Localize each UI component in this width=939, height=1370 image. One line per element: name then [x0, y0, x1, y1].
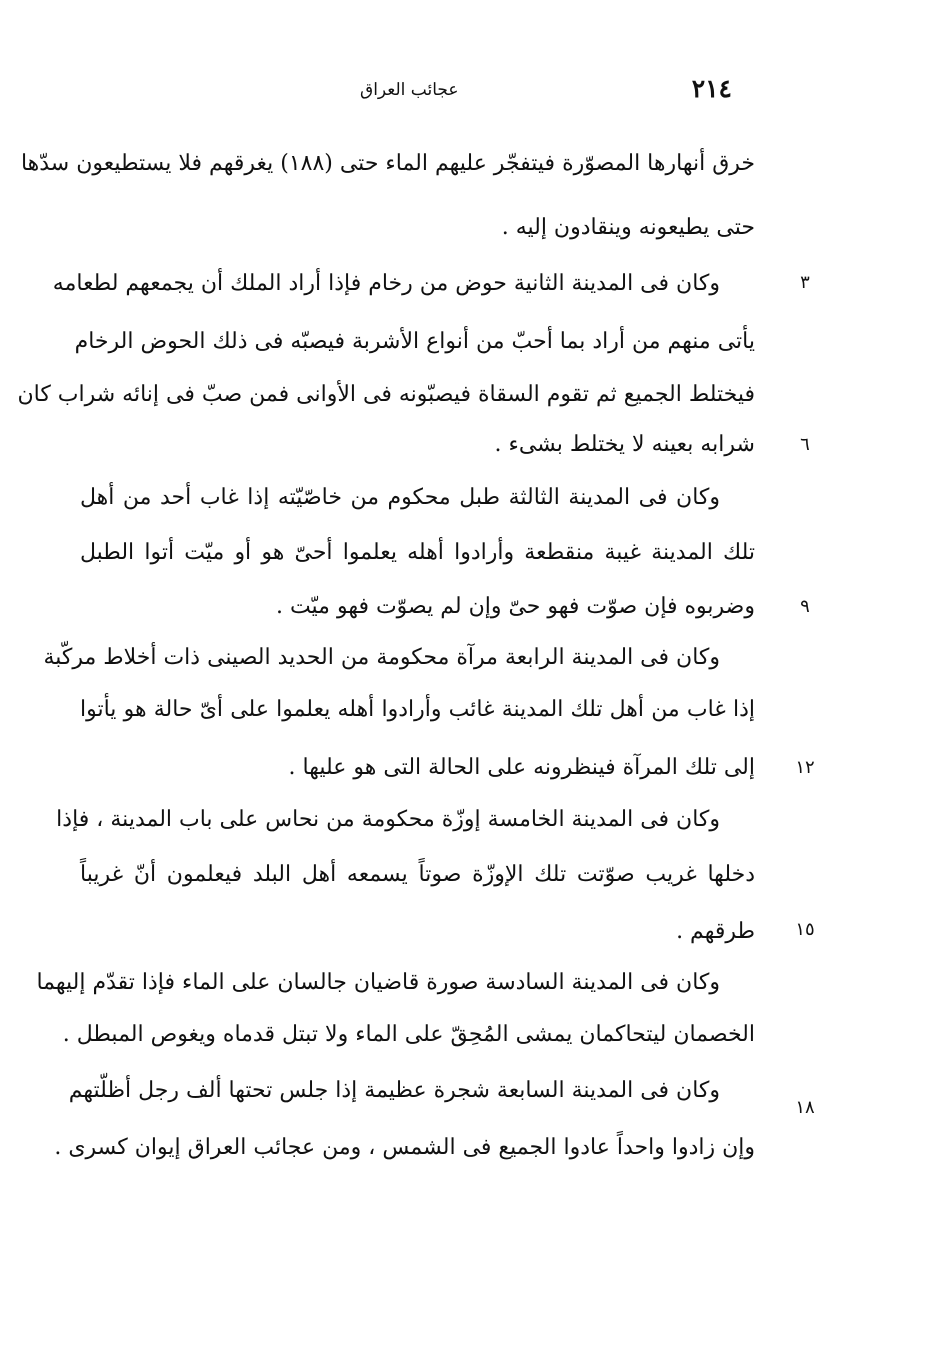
text-line: وكان فى المدينة الخامسة إوزّة محكومة من نحاس على باب المدينة ، فإذا: [56, 807, 720, 832]
text-line: حتى يطيعونه وينقادون إليه .: [501, 215, 755, 240]
running-title: عجائب العراق: [360, 80, 459, 100]
text-line: إلى تلك المرآة فينظرونه على الحالة التى هو عليها .: [288, 755, 755, 780]
text-line: وكان فى المدينة الرابعة مرآة محكومة من الحديد الصينى ذات أخلاط مركّبة: [43, 645, 720, 670]
text-line: وإن زادوا واحداً عادوا الجميع فى الشمس ، ومن عجائب العراق إيوان كسرى .: [54, 1135, 755, 1160]
text-line: وكان فى المدينة السابعة شجرة عظيمة إذا جلس تحتها ألف رجل أظلّتهم: [68, 1078, 720, 1103]
line-number: ٦: [800, 434, 810, 455]
text-line: خرق أنهارها المصوّرة فيتفجّر عليهم الماء حتى (١٨٨) يغرقهم فلا يستطيعون سدّها: [20, 151, 755, 176]
text-line: فيختلط الجميع ثم تقوم السقاة فيصبّونه فى الأوانى فمن صبّ فى إنائه شراب كان: [17, 382, 755, 407]
line-number: ١٥: [795, 919, 815, 940]
text-line: شرابه بعينه لا يختلط بشىء .: [494, 432, 755, 457]
line-number: ١٢: [795, 757, 815, 778]
text-line: إذا غاب من أهل تلك المدينة غائب وأرادوا أهله يعلموا على أىّ حالة هو يأتوا: [80, 697, 755, 722]
text-line: دخلها غريب صوّتت تلك الإوزّة صوتاً يسمعه أهل البلد فيعلمون أنّ غريباً: [80, 862, 756, 887]
text-line: الخصمان ليتحاكمان يمشى المُحِقّ على الماء ولا تبتل قدماه ويغوص المبطل .: [62, 1022, 755, 1047]
line-number: ٩: [800, 596, 810, 617]
text-line: وكان فى المدينة الثانية حوض من رخام فإذا أراد الملك أن يجمعهم لطعامه: [52, 271, 720, 296]
text-line: تلك المدينة غيبة منقطعة وأرادوا أهله يعلموا أحىّ هو أو ميّت أتوا الطبل: [80, 540, 755, 565]
page-number: ٢١٤: [691, 74, 732, 103]
text-line: طرقهم .: [676, 919, 755, 944]
text-line: يأتى منهم من أراد بما أحبّ من أنواع الأشربة فيصبّه فى ذلك الحوض الرخام: [74, 329, 755, 354]
text-line: وضربوه فإن صوّت فهو حىّ وإن لم يصوّت فهو ميّت .: [275, 594, 755, 619]
line-number: ٣: [800, 272, 810, 293]
line-number: ١٨: [795, 1097, 815, 1118]
text-line: وكان فى المدينة الثالثة طبل محكوم من خاصّيّته إذا غاب أحد من أهل: [80, 485, 720, 510]
text-line: وكان فى المدينة السادسة صورة قاضيان جالسان على الماء فإذا تقدّم إليهما: [36, 970, 720, 995]
